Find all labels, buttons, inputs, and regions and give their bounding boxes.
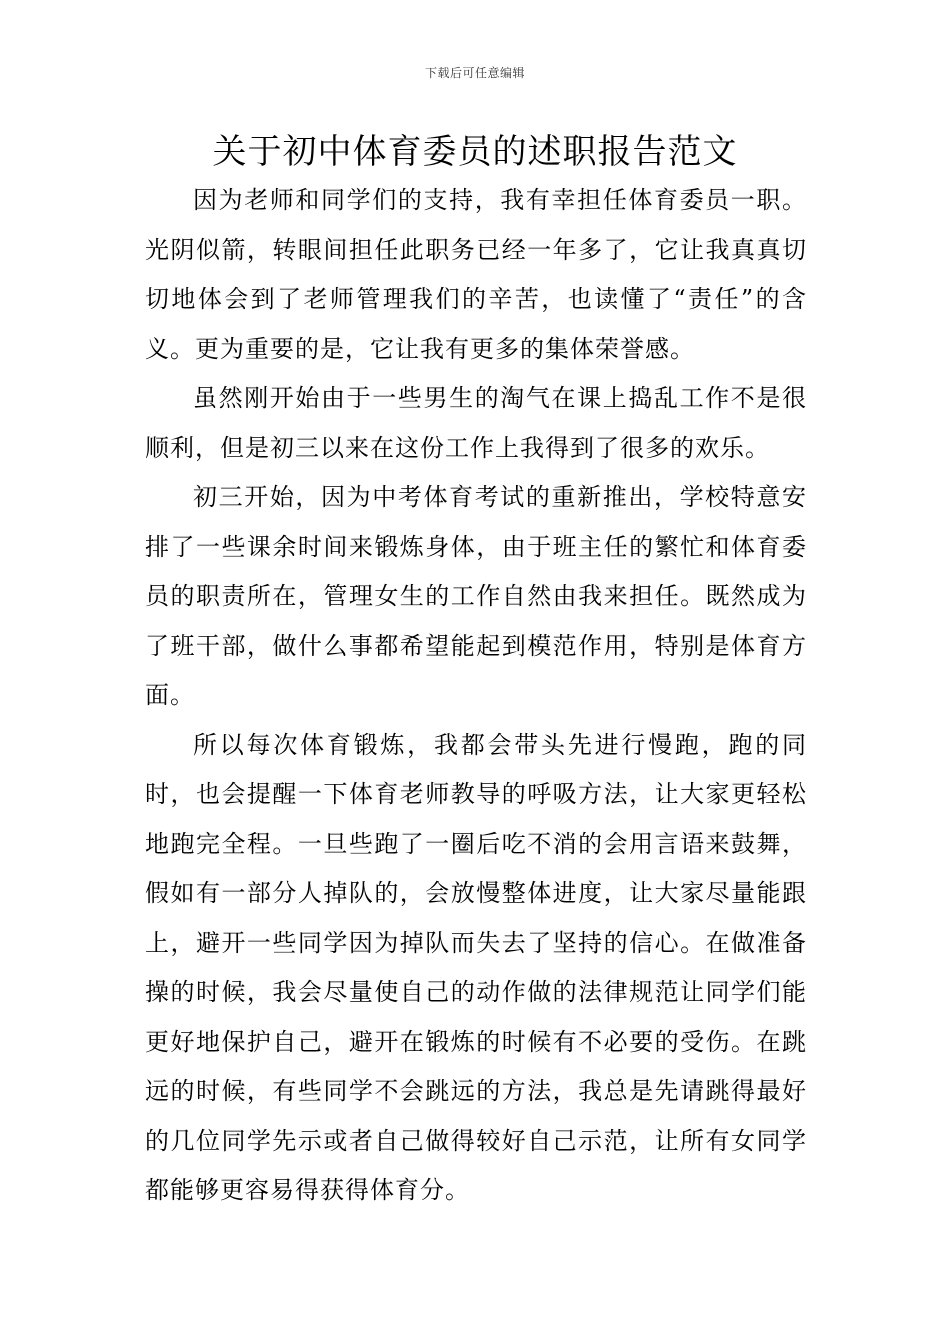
document-title: 关于初中体育委员的述职报告范文 <box>212 132 738 172</box>
paragraph-1: 因为老师和同学们的支持，我有幸担任体育委员一职。光阴似箭，转眼间担任此职务已经一年多了，它让我真真切切地体会到了老师管理我们的辛苦，也读懂了“责任”的含义。更为重要的是，它让我有更多的集体荣誉感。 <box>145 186 807 363</box>
paragraph-3: 初三开始，因为中考体育考试的重新推出，学校特意安排了一些课余时间来锻炼身体，由于班主任的繁忙和体育委员的职责所在，管理女生的工作自然由我来担任。既然成为了班干部，做什么事都希望能起到模范作用，特别是体育方面。 <box>145 483 807 709</box>
paragraph-4: 所以每次体育锻炼，我都会带头先进行慢跑，跑的同时，也会提醒一下体育老师教导的呼吸方法，让大家更轻松地跑完全程。一旦些跑了一圈后吃不消的会用言语来鼓舞，假如有一部分人掉队的，会放慢整体进度，让大家尽量能跟上，避开一些同学因为掉队而失去了坚持的信心。在做准备操的时候，我会尽量使自己的动作做的法律规范让同学们能更好地保护自己，避开在锻炼的时候有不必要的受伤。在跳远的时候，有些同学不会跳远的方法，我总是先请跳得最好的几位同学先示或者自己做得较好自己示范，让所有女同学都能够更容易得获得体育分。 <box>145 730 807 1204</box>
document-body <box>145 176 807 1216</box>
paragraph-2: 虽然刚开始由于一些男生的淘气在课上捣乱工作不是很顺利，但是初三以来在这份工作上我得到了很多的欢乐。 <box>145 384 807 462</box>
header-note: 下载后可任意编辑 <box>424 66 525 80</box>
